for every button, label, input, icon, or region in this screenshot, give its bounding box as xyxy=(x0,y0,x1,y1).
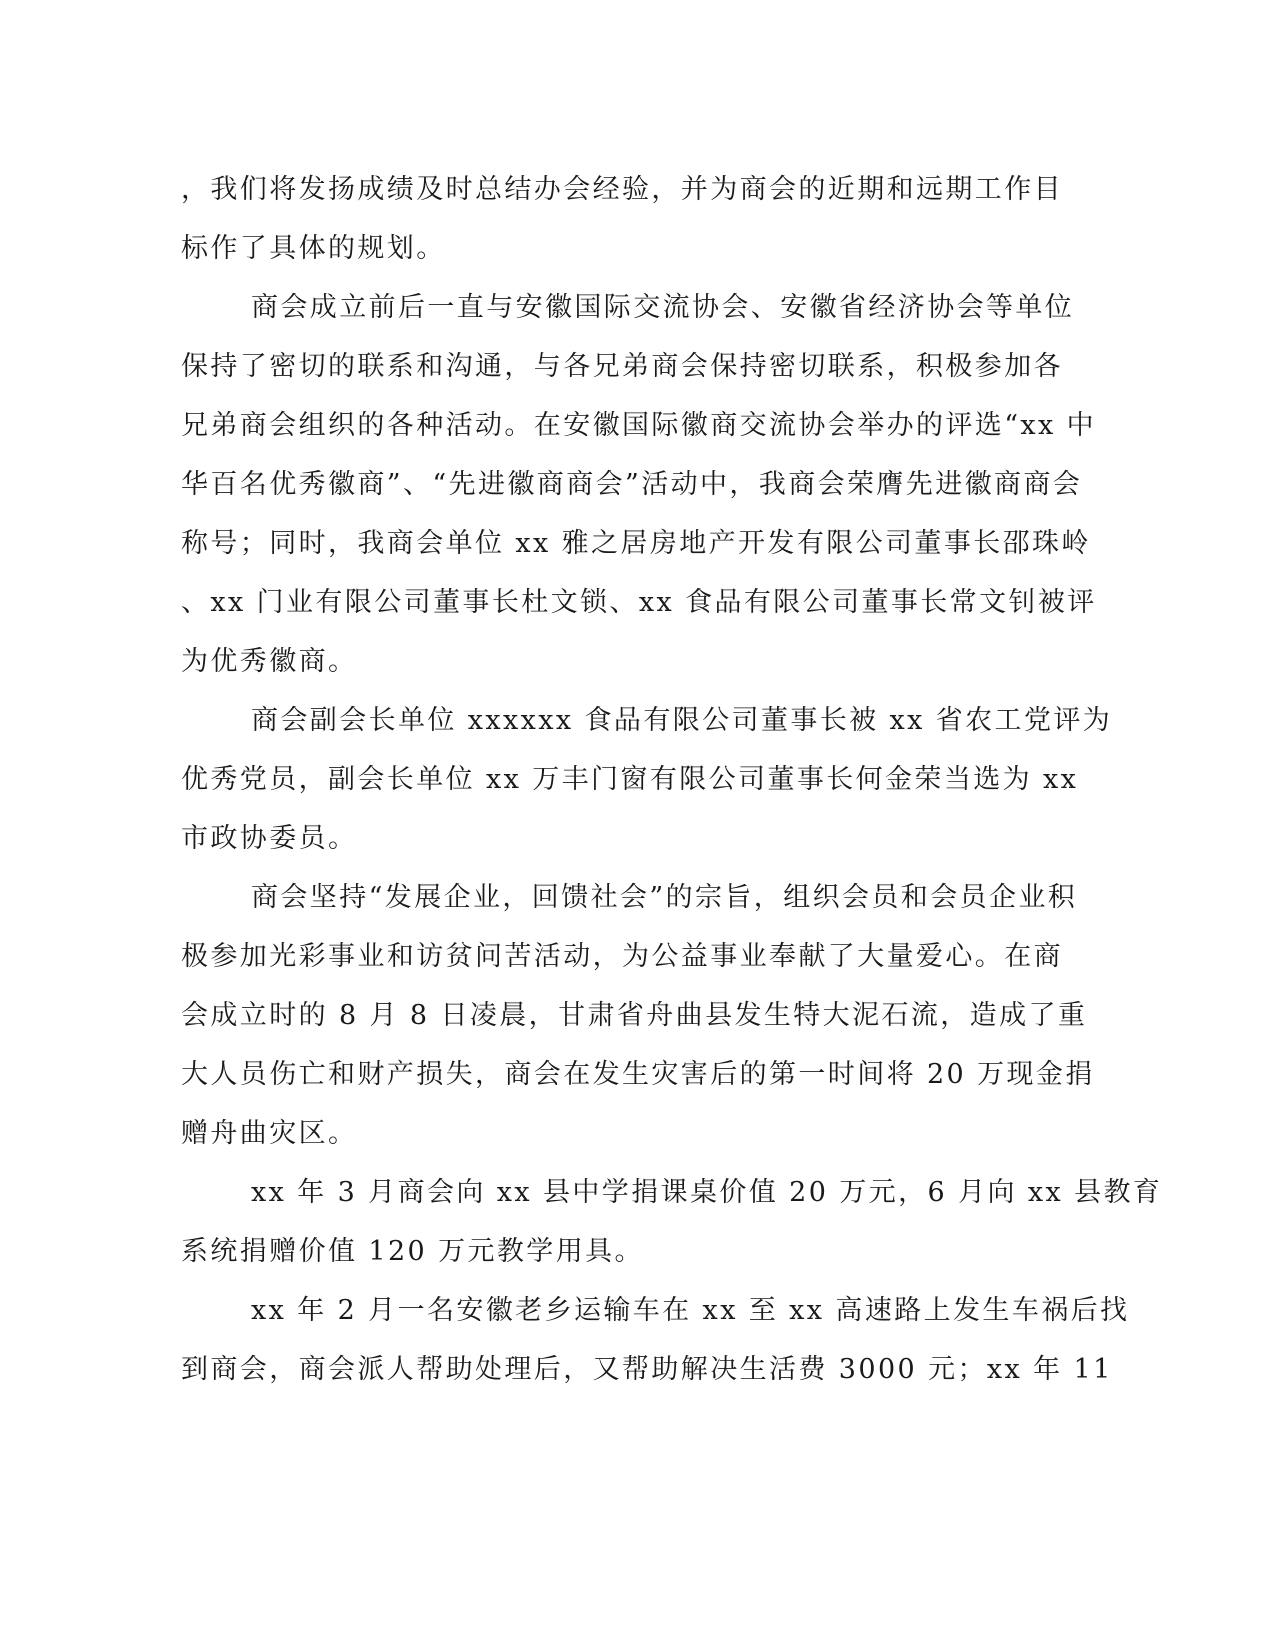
text-line: 会成立时的 8 月 8 日凌晨，甘肃省舟曲县发生特大泥石流，造成了重 xyxy=(181,1000,1088,1031)
text-line: 商会副会长单位 xxxxxx 食品有限公司董事长被 xx 省农工党评为 xyxy=(251,705,1113,736)
text-line: 系统捐赠价值 120 万元教学用具。 xyxy=(181,1236,644,1267)
text-line: 大人员伤亡和财产损失，商会在发生灾害后的第一时间将 20 万现金捐 xyxy=(181,1059,1095,1090)
text-line: 称号；同时，我商会单位 xx 雅之居房地产开发有限公司董事长邵珠岭 xyxy=(181,528,1091,559)
text-line: 优秀党员，副会长单位 xx 万丰门窗有限公司董事长何金荣当选为 xx xyxy=(181,764,1079,795)
body-text xyxy=(181,160,1163,1399)
text-line: xx 年 3 月商会向 xx 县中学捐课桌价值 20 万元，6 月向 xx 县教育 xyxy=(251,1177,1163,1208)
text-line: 赠舟曲灾区。 xyxy=(181,1118,358,1149)
text-line: 兄弟商会组织的各种活动。在安徽国际徽商交流协会举办的评选“xx 中 xyxy=(181,410,1097,441)
text-line: 到商会，商会派人帮助处理后，又帮助解决生活费 3000 元；xx 年 11 xyxy=(181,1354,1113,1385)
text-line: 商会成立前后一直与安徽国际交流协会、安徽省经济协会等单位 xyxy=(251,292,1075,323)
text-line: ，我们将发扬成绩及时总结办会经验，并为商会的近期和远期工作目 xyxy=(181,174,1063,205)
text-line: 商会坚持“发展企业，回馈社会”的宗旨，组织会员和会员企业积 xyxy=(251,882,1078,913)
text-line: 市政协委员。 xyxy=(181,823,358,854)
text-line: xx 年 2 月一名安徽老乡运输车在 xx 至 xx 高速路上发生车祸后找 xyxy=(251,1295,1130,1326)
text-line: 为优秀徽商。 xyxy=(181,646,358,677)
text-line: 标作了具体的规划。 xyxy=(181,233,446,264)
text-line: 华百名优秀徽商”、“先进徽商商会”活动中，我商会荣膺先进徽商商会 xyxy=(181,469,1083,500)
text-line: 、xx 门业有限公司董事长杜文锁、xx 食品有限公司董事长常文钊被评 xyxy=(181,587,1097,618)
text-line: 极参加光彩事业和访贫问苦活动，为公益事业奉献了大量爱心。在商 xyxy=(181,941,1063,972)
text-line: 保持了密切的联系和沟通，与各兄弟商会保持密切联系，积极参加各 xyxy=(181,351,1063,382)
